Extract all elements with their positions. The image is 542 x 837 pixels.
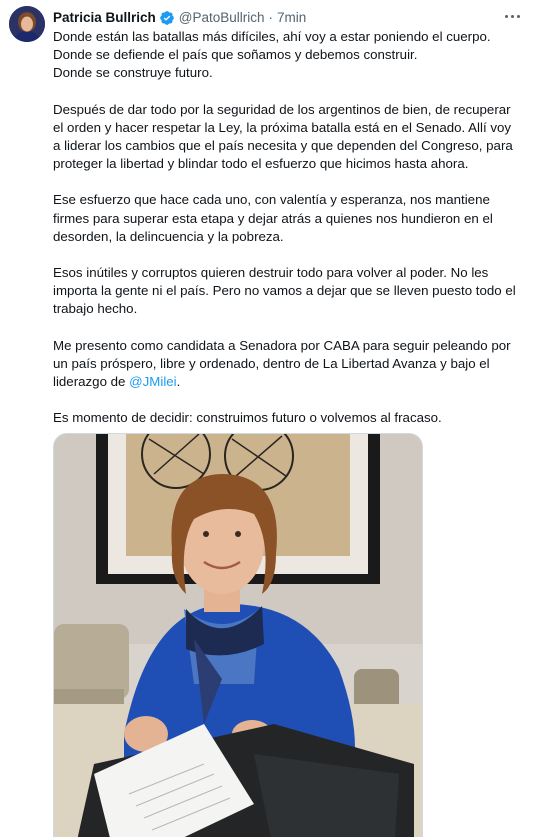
avatar[interactable]	[9, 6, 45, 42]
text-line: Me presento como candidata a Senadora por CABA para seguir peleando por	[53, 337, 511, 353]
text-line: proteger la libertad y blindar todo el esfuerzo que hicimos hasta ahora.	[53, 156, 469, 172]
handle[interactable]: @PatoBullrich	[178, 10, 265, 25]
text-fragment: .	[176, 374, 181, 390]
text-line: Donde se construye futuro.	[53, 65, 213, 81]
tweet-photo[interactable]	[53, 433, 423, 837]
text-line: trabajo hecho.	[53, 301, 138, 317]
paragraph-5	[53, 337, 523, 392]
mention-link[interactable]: @JMilei	[129, 374, 177, 390]
paragraph-4	[53, 264, 523, 319]
text-line: un país próspero, libre y ordenado, dentro de La Libertad Avanza y bajo el	[53, 355, 490, 371]
tweet-header	[53, 9, 306, 27]
timestamp[interactable]: 7min	[277, 10, 307, 25]
text-line: el orden y hacer respetar la Ley, la próxima batalla está en el Senado. Allí voy	[53, 119, 512, 135]
display-name[interactable]: Patricia Bullrich	[53, 10, 156, 25]
text-line: Después de dar todo por la seguridad de los argentinos de bien, de recuperar	[53, 101, 511, 117]
avatar-image	[9, 6, 45, 42]
paragraph-2	[53, 101, 523, 174]
tweet-text	[53, 28, 523, 445]
separator-dot: ·	[268, 10, 274, 25]
verified-badge-icon	[159, 10, 175, 26]
paragraph-1	[53, 28, 523, 83]
text-line: Donde se defiende el país que soñamos y debemos construir.	[53, 47, 418, 63]
more-horizontal-icon[interactable]	[502, 8, 522, 24]
photo-image	[54, 434, 422, 837]
text-line: a liderar los cambios que el país necesita y que dependen del Congreso, para	[53, 138, 513, 154]
text-line: firmes para superar esta etapa y dejar atrás a quienes nos hundieron en el	[53, 210, 493, 226]
text-line: Donde están las batallas más difíciles, ahí voy a estar poniendo el cuerpo.	[53, 29, 491, 44]
text-line: Es momento de decidir: construimos futuro o volvemos al fracaso.	[53, 410, 442, 426]
text-fragment: liderazgo de	[53, 374, 130, 390]
paragraph-3	[53, 191, 523, 246]
text-line: importa la gente ni el país. Pero no vamos a dejar que se lleven puesto todo el	[53, 283, 516, 299]
text-line	[53, 373, 523, 391]
text-line: Esos inútiles y corruptos quieren destruir todo para volver al poder. No les	[53, 265, 489, 281]
paragraph-6	[53, 409, 523, 427]
text-line: Ese esfuerzo que hace cada uno, con valentía y esperanza, nos mantiene	[53, 192, 490, 208]
text-line: desorden, la delincuencia y la pobreza.	[53, 228, 284, 244]
